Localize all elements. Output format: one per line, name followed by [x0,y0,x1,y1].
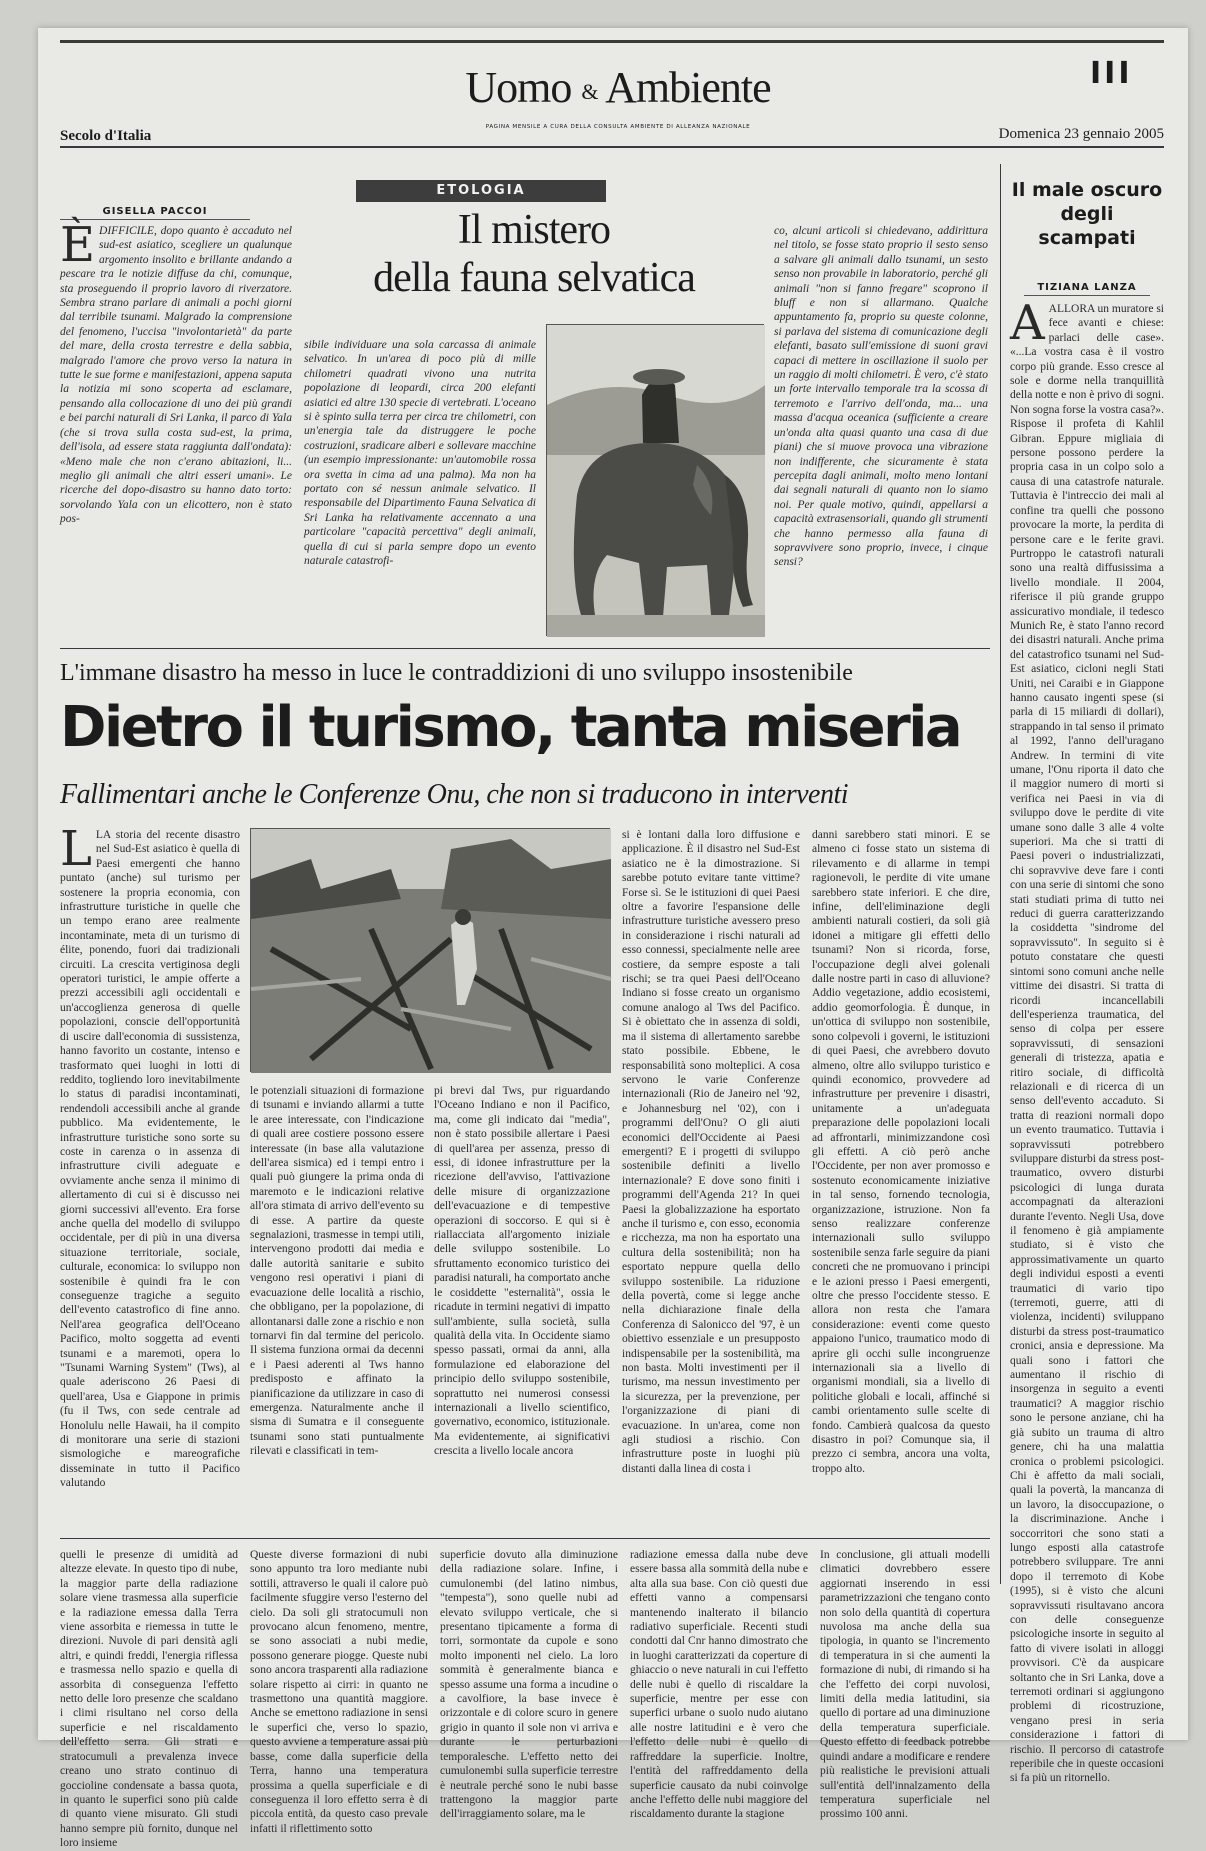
main-col-1-text: LA storia del recente disastro nel Sud-Est asiatico è quella di Paesi emergenti che hanno puntato (anche) sul turismo per sostenere la propria economia, con infrastrutture turistiche in quelle che un tempo erano aree realmente incontaminate, meta di un turismo di élite, ponendo, fuori dai tradizionali circuiti. La crescita vertiginosa degli operatori turistici, le ampie offerte a prezzi accessibili agli occidentali e un'accoglienza generosa di quelle popolazioni, conscie dell'opportunità di uscire dall'economia di sussistenza, hanno favorito un costante, intenso e trasformato quei luoghi in lotti di reddito, togliendo loro inevitabilmente lo status di paradisi incontaminati, rendendoli accessibili anche al grande pubblico. Ma evidentemente, le infrastrutture turistiche sono sorte su coste in carenza o in assenza di infrastrutture civili adeguate e ovviamente anche senza il minimo di allertamento di cui si è discusso nei giorni successivi all'evento. Era forse anche quella del modello di sviluppo occidentale, per di più in una diversa situazione territoriale, sociale, culturale, economica: lo sviluppo non sostenibile è quindi fra le con conseguenze tragiche a seguito dell'evento catastrofico di fine anno. Nell'area geografica dell'Oceano Pacifico, molto soggetta ad eventi tsunami e a maremoti, opera lo "Tsunami Warning System" (Tws), al quale aderiscono 26 Paesi di quell'area, Usa e Giappone in primis (fu il Tws, con sede centrale ad Honolulu nelle Hawaii, ha il compito di monitorare una serie di stazioni sismologiche e mareografiche disseminate in tutto il Pacifico valutando [60,829,240,1490]
sidebar-divider [1000,164,1001,1584]
sidebar-headline: Il male oscuro degli scampati [1011,179,1163,249]
masthead [438,63,798,126]
section-tab-etologia: ETOLOGIA [356,180,606,202]
disaster-photo [250,828,610,1072]
masthead-amp: & [581,78,598,104]
dropcap: È [60,217,96,273]
sidebar-article [1010,295,1164,1785]
masthead-subtitle: PAGINA MENSILE A CURA DELLA CONSULTA AMBIENTE DI ALLEANZA NAZIONALE [485,124,751,130]
issue-date: Domenica 23 gennaio 2005 [998,126,1164,142]
main-col-1 [60,821,240,1528]
bottom-col-2: Queste diverse formazioni di nubi sono appunto tra loro mediante nubi sottili, attraverso le quali il calore può facilmente sfuggire verso l'esterno del cielo. Da soli gli stratocumuli non provocano alcun fenomeno, mentre, se sono associati a nubi medie, possono generare piogge. Queste nubi sono ancora trasparenti alla radiazione solare rispetto ai cirri: in quanto ne trasmettono una quantità maggiore. Anche se emettono radiazione in sensi le superfici che, verso lo spazio, questo avviene a temperature assai più basse, come dalla superficie della Terra, hanno una temperatura prossima a quella superficiale e di conseguenza il loro effetto serra è di piccola entità, da questo caso prevale infatti il riflettimento sotto [250,1549,428,1835]
masthead-title-right: Ambiente [605,63,771,112]
debris-illustration [251,829,611,1073]
bottom-col-3: superficie dovuto alla diminuzione della radiazione solare. Infine, i cumulonembi (del latino nimbus, "tempesta"), sono quelle nubi ad elevato sviluppo verticale, che si presentano tipicamente a forma di torri, sormontate da cupole e sono molto imponenti nel cielo. La loro sommità è generalmente bianca e spesso assume una forma a incudine o a cavolfiore, la base invece è orizzontale e di colore scuro in genere grigio in quanto il sole non vi arriva e durante le perturbazioni temporalesche. L'effetto netto dei cumulonembi sulla superficie terrestre è neutrale perché sono le nubi basse trattengono la maggior parte dell'irraggiamento solare, ma le [440,1549,618,1821]
etologia-col-3: co, alcuni articoli si chiedevano, addirittura nel titolo, se fosse stato proprio il sesto senso a salvare gli animali dallo tsunami, un sesto senso non provabile in laboratorio, perché gli animali "non si fanno fregare" scoprono il bluff e non si allarmano. Qualche appuntamento fa, proprio su queste colonne, si parlava del sistema di comunicazione degli elefanti, basato sull'emissione di suoni gravi capaci di mettere in oscillazione il suolo per un raggio di molti chilometri. È vero, c'è stato un forte intervallo temporale tra la scossa di terremoto e l'arrivo dell'onda, ma... una massa d'acqua oceanica (sufficiente a creare un'onda alta quasi quanto una casa di due piani) che si muove provoca una vibrazione non indifferente, che sicuramente è stata percepita dagli animali, molto meno lontani dai segnali naturali di quanto non lo siamo noi. Per quale motivo, quindi, appellarsi a capacità extrasensoriali, quando gli strumenti che hanno permesso alla fauna di sopravvivere sono proprio, invece, i cinque sensi? [774,225,988,569]
bottom-col-1: quelli le presenze di umidità ad altezze elevate. In questo tipo di nube, la maggior parte della radiazione solare viene trasmessa alla superficie e la radiazione emessa dalla Terra viene assorbita e riemessa in tutte le direzioni. Nuvole di pari densità agli altri, e quindi freddi, l'energia riflessa e trasmessa nello spazio e quella di assorbita di conseguenza l'effetto netto delle loro presenze che scaldano i climi risultano nel corso della superficie e nel riscaldamento dell'effetto serra. Gli strati e stratocumuli a prevalenza invece creano uno strato continuo di goccioline condensate a bassa quota, in quanto le superfici sono più calde di quanto viene misurato. Gli studi hanno sempre più fornito, dunque nel loro insieme [60,1549,238,1850]
bottom-col-4: radiazione emessa dalla nube deve essere bassa alla sommità della nube e alta alla sua base. Con ciò questi due effetti vanno a compensarsi mantenendo inalterato il bilancio radiativo superficiale. Recenti studi condotti dal Cnr hanno dimostrato che in luoghi caratterizzati da coperture di ghiaccio o neve naturali in cui l'effetto delle nubi è quello di riscaldare la superficie, mentre per esse con superfici urbane o suolo nudo aiutano alle nostre latitudini e è vero che l'effetto delle nubi è quello di raffreddare la superficie. Inoltre, l'entità del raffreddamento della superficie causato da nubi coinvolge anche l'effetto delle nubi maggiore del riscaldamento durante la stagione [630,1549,808,1821]
elephant-illustration [547,325,765,637]
etologia-headline [304,206,764,302]
sidebar-author: TIZIANA LANZA [1024,282,1150,296]
etologia-col-2: sibile individuare una sola carcassa di animale selvatico. In un'area di poco più di mille chilometri quadrati vivono una nutrita popolazione di leopardi, circa 200 elefanti asiatici ed altre 130 specie di vertebrati. L'oceano si è spinto sulla terra per circa tre chilometri, con un'energia tale da distruggere le poche costruzioni, sradicare alberi e sollevare macchine (un esempio impressionante: un'automobile rossa ora svetta in cima ad una palma). Ma non ha portato con sé nessun animale selvatico. Il responsabile del Dipartimento Fauna Selvatica di Sri Lanka ha relativamente accennato a una particolare "capacità percettiva" degli animali, quella di cui si parla sempre dopo un evento naturale catastrofi- [304,339,536,568]
main-top-rule [60,648,990,649]
newspaper-page [38,28,1188,1850]
etologia-col-1-text: DIFFICILE, dopo quanto è accaduto nel sud-est asiatico, scegliere un qualunque argomento insolito e brillante andando a pescare tra le notizie diffuse da chi, comunque, sta proseguendo il proprio lavoro di riverzatore. Sembra strano parlare di animali a pochi giorni dal terribile tsunami. Malgrado la comprensione del fenomeno, l'uccisa "involontarietà" da parte del mare, della crosta terrestre e della sabbia, malgrado l'amore che provo verso la natura in tutte le sue forme e manifestazioni, appena saputa la notizia mi sono scoperta ad esclamare, pensando alla collocazione di uno dei più grandi e bei parchi naturali di Sri Lanka, il parco di Yala (che si trova sulla costa sud-est, la prima, dell'isola, ad essere stata raggiunta dall'ondata): «Meno male che non c'erano abitazioni, li... meglio gli animali che altri esseri umani». Le ricerche del dopo-disastro su hanno dato torto: sorvolando Yala con un elicottero, non è stato pos- [60,225,292,526]
main-col-4: si è lontani dalla loro diffusione e applicazione. È il disastro nel Sud-Est asiatico ne è la dimostrazione. Si sarebbe potuto evitare tante vittime? Forse sì. Se le istituzioni di quei Paesi oltre a favorire l'espansione delle infrastrutture turistiche avessero preso in considerazione i rischi naturali ad esso connessi, specialmente nelle aree costiere, da sempre esposte a tali rischi; se tra quei Paesi dell'Oceano Indiano si fosse creato un organismo comune analogo al Tws del Pacifico. Si è obiettato che in assenza di soldi, ma il sistema di allertamento sarebbe stato possibile. Ebbene, le responsabilità sono molteplici. A cosa servono le varie Conferenze internazionali (Rio de Janeiro nel '92, e Johannesburg nel '02), con i programmi dell'Onu? O gli aiuti economici dell'Occidente ai Paesi emergenti? E i progetti di sviluppo sostenibile definiti a livello internazionale? E dove sono finiti i programmi dell'Agenda 21? In quei Paesi la globalizzazione ha esportato anche il turismo e, con esso, economia e ricchezza, ma non ha esportato una cultura della sostenibilità; non ha esportato neppure quella dello sviluppo sostenibile. La riduzione della povertà, come si legge anche nella dichiarazione finale della Conferenza di Salonicco del '97, è un obiettivo essenziale e un presupposto indispensabile per la sostenibilità, ma non basta. Molti investimenti per il turismo, ma nessun investimento per la sicurezza, per la prevenzione, per l'organizzazione di piani di evacuazione. In un'area, come non agli studiosi a rischio. Con infrastrutture poste in luoghi più distanti dalla linea di costa i [622,829,800,1475]
bottom-rule [60,1538,990,1539]
main-col-3: pi brevi dal Tws, pur riguardando l'Oceano Indiano e non il Pacifico, ma, come gli indicato dai "media", non è stato possibile allertare i Paesi di quell'area per assenza, presso di essi, di idonee infrastrutture per la ricezione dell'avviso, l'attivazione delle misure di organizzazione dell'evacuazione e di tempestive operazioni di soccorso. E qui si è riallacciata all'argomento iniziale delle sviluppo sostenibile. Lo sfruttamento economico turistico dei paradisi naturali, ha comportato anche le cosiddette "esternalità", ossia le ricadute in termini negativi di impatto sull'ambiente, sulla società, sulla qualità della vita. In Occidente siamo spesso passati, ormai da anni, alla formulazione ed elaborazione del principio dello sviluppo sostenibile, soprattutto nei numerosi consessi internazionali a livello scientifico, governativo, economico, istituzionale. Ma evidentemente, ai significativi crescita a livello locale ancora [434,1085,610,1458]
main-col-5: danni sarebbero stati minori. E se almeno ci fosse stato un sistema di rilevamento e di allarme in tempi ragionevoli, le perdite di vite umane sarebbero state inferiori. E che dire, infine, dell'eliminazione degli ambienti naturali costieri, da soli già idonei a mitigare gli effetti dello tsunami? Non si ricorda, forse, l'occupazione degli alvei golenali dalle nostre parti in caso di alluvione? Addio vegetazione, addio ecosistemi, addio geomorfologia. È dunque, in un'ottica di sviluppo non sostenibile, sono colpevoli i governi, le istituzioni di quei Paesi, che avrebbero dovuto almeno, oltre allo sviluppo turistico e quindi economico, provvedere ad infrastrutture per prevenire i disastri, unitamente a un'adeguata preparazione delle popolazioni locali ad affrontarli, minimizzandone così gli effetti. A ciò però anche l'Occidente, per non aver promosso e sostenuto economicamente iniziative in tal senso, fornendo tecnologia, organizzazione, istruzione. Non fa senso realizzare conferenze internazionali sullo sviluppo sostenibile senza farle seguire da piani concreti che ne promuovano i principi e le azioni presso i Paesi emergenti, oltre che presso l'occidente stesso. E allora non resta che l'amara considerazione: eventi come questo appaiono l'unico, traumatico modo di aprire gli occhi sulle incongruenze internazionali sia a livello di organismi mondiali, sia a livello di politiche globali e locali, affinché si cambi orientamento sulle scelte di fondo. Cambierà qualcosa da questo disastro in poi? Comunque sia, il prezzo ci sembra, ancora una volta, troppo alto. [812,829,990,1475]
main-dropcap: L [60,821,92,877]
masthead-title [438,63,798,114]
main-kicker: L'immane disastro ha messo in luce le contraddizioni di uno sviluppo insostenibile [60,660,853,686]
sidebar-dropcap: A [1010,295,1045,351]
page-number: III [1090,56,1133,91]
top-rule [60,40,1164,43]
sidebar-text: ALLORA un muratore si fece avanti e chiese: parlaci delle case». «...La vostra casa è il vostro corpo più grande. Esso cresce al sole e dorme nella tranquillità della notte e non è privo di sogni. Non sogna forse la vostra casa?». Rispose il profeta di Kahlil Gibran. Eppure migliaia di persone possono perdere la propria casa in un colpo solo a causa di una catastrofe naturale. Tuttavia è l'intreccio dei mali al confine tra quelli che possono provocare la morte, la perdita di persone care e le ferite gravi. Purtroppo le catastrofi naturali sono una realtà diffusissima a livello mondiale. Il 2004, riferisce il più grande gruppo assicurativo mondiale, il tedesco Munich Re, è stato l'anno record dei disastri naturali. Anche prima del catastrofico tsunami nel Sud-Est asiatico, cicloni negli Stati Uniti, nei Caraibi e in Giappone hanno causato ingenti spese (si parla di 15 miliardi di dollari), strappando in tal senso il primato al 1992, l'anno dell'uragano Andrew. In termini di vite umane, l'Onu riporta il dato che il maggior numero di morti si verifica nei Paesi in via di sviluppo dove le perdite di vite umane sono dalle 3 alle 4 volte superiori. Ma che si tratti di Paesi poveri o industrializzati, chi sopravvive deve fare i conti con una serie di sintomi che sono stati studiati prima di tutto nei reduci di guerra caratterizzando la cosiddetta "sindrome del sopravvissuto". In seguito si è potuto constatare che questi sintomi sono comuni anche nelle vittime dei disastri. Si tratta di ricordi incancellabili dell'esperienza traumatica, del senso di colpa per essere sopravvissuti, di sensazioni generali di tristezza, apatia e ritiro sociale, di difficoltà relazionali e di ricerca di un senso dell'evento accaduto. Si tratta di reazioni normali dopo un evento traumatico. Tuttavia i sopravvissuti potrebbero sviluppare disturbi da stress post-traumatico, ovvero disturbi psicologici di lunga durata accompagnati da alterazioni durante l'evento. Negli Usa, dove il fenomeno è già ampiamente studiato, si è visto che approssimativamente un quarto degli individui esposti a eventi traumatici di vario tipo (terremoti, guerre, atti di violenza, incidenti) sviluppano disturbi da stress post-traumatico cronici, ansia e depressione. Ma quali sono i fattori che aumentano il rischio di insorgenza in seguito a eventi traumatici? A maggior rischio sono le persone anziane, chi ha già subito un trauma di altro genere, chi ha una malattia cronica o problemi psicologici. Chi è affetto da mali sociali, quali la povertà, la mancanza di un lavoro, la disoccupazione, o la discriminazione. Anche i soccorritori che sono stati a lungo esposti alla catastrofe potrebbero sviluppare. Tre anni dopo il terremoto di Kobe (1995), si è visto che alcuni sopravvissuti risultavano ancora con delle conseguenze psicologiche insorte in seguito al fatto di vivere isolati in alloggi provvisori. C'è da auspicare soltanto che in Sri Lanka, dove a terremoti ordinari si aggiungono problemi di ricostruzione, vengano presi in seria considerazione i fattori di rischio. Il percorso di catastrofe reperibile che in queste occasioni si fa più un ritornello. [1010,303,1164,1785]
elephant-photo [546,324,764,636]
newspaper-name: Secolo d'Italia [60,128,152,144]
main-headline: Dietro il turismo, tanta miseria [60,695,961,760]
etologia-headline-line-1: Il mistero [457,207,611,253]
bottom-col-5: In conclusione, gli attuali modelli climatici dovrebbero essere aggiornati inserendo in essi parametrizzazioni che tengano conto non solo della quantità di copertura nuvolosa ma anche della sua tipologia, in quanto se l'incremento di temperatura in si che aumenti la formazione di nubi, di rimando si ha che l'effetto dei corpi nuvolosi, limiti della media latitudini, sia quello di portare ad una diminuzione della temperatura superficiale. Questo effetto di feedback potrebbe quindi andare a modificare e rendere più realistiche le previsioni attuali sull'entità dell'innalzamento della temperatura superficiale nel prossimo 100 anni. [820,1549,990,1821]
masthead-title-left: Uomo [465,63,572,112]
main-subheadline: Fallimentari anche le Conferenze Onu, che non si traducono in interventi [60,779,849,810]
etologia-headline-line-2: della fauna selvatica [373,255,695,301]
masthead-rule [60,146,1164,148]
etologia-author: GISELLA PACCOI [60,206,250,220]
main-col-2: le potenziali situazioni di formazione di tsunami e inviando allarmi a tutte le aree interessate, con l'indicazione di quali aree costiere possono essere interessate (in base alla valutazione dell'area sismica) ed i tempi entro i quali può giungere la prima onda di maremoto e le indicazioni relative all'ora stimata di arrivo dell'evento su di esse. A partire da queste segnalazioni, trasmesse in tempi utili, intervengono prodotti dai media e dalle autorità sanitarie e subito vengono resi operativi i piani di evacuazione delle località a rischio, che obbligano, per la popolazione, di allontanarsi dalle zone a rischio e non tornarvi fin dal termine del pericolo. Il sistema funziona ormai da decenni e i Paesi aderenti al Tws hanno predisposto e affinato la pianificazione da utilizzare in caso di emergenza. Naturalmente anche il sisma di Sumatra e il conseguente tsunami sono stati puntualmente rilevati e classificati in tem- [250,1085,424,1458]
etologia-col-1 [60,217,292,636]
